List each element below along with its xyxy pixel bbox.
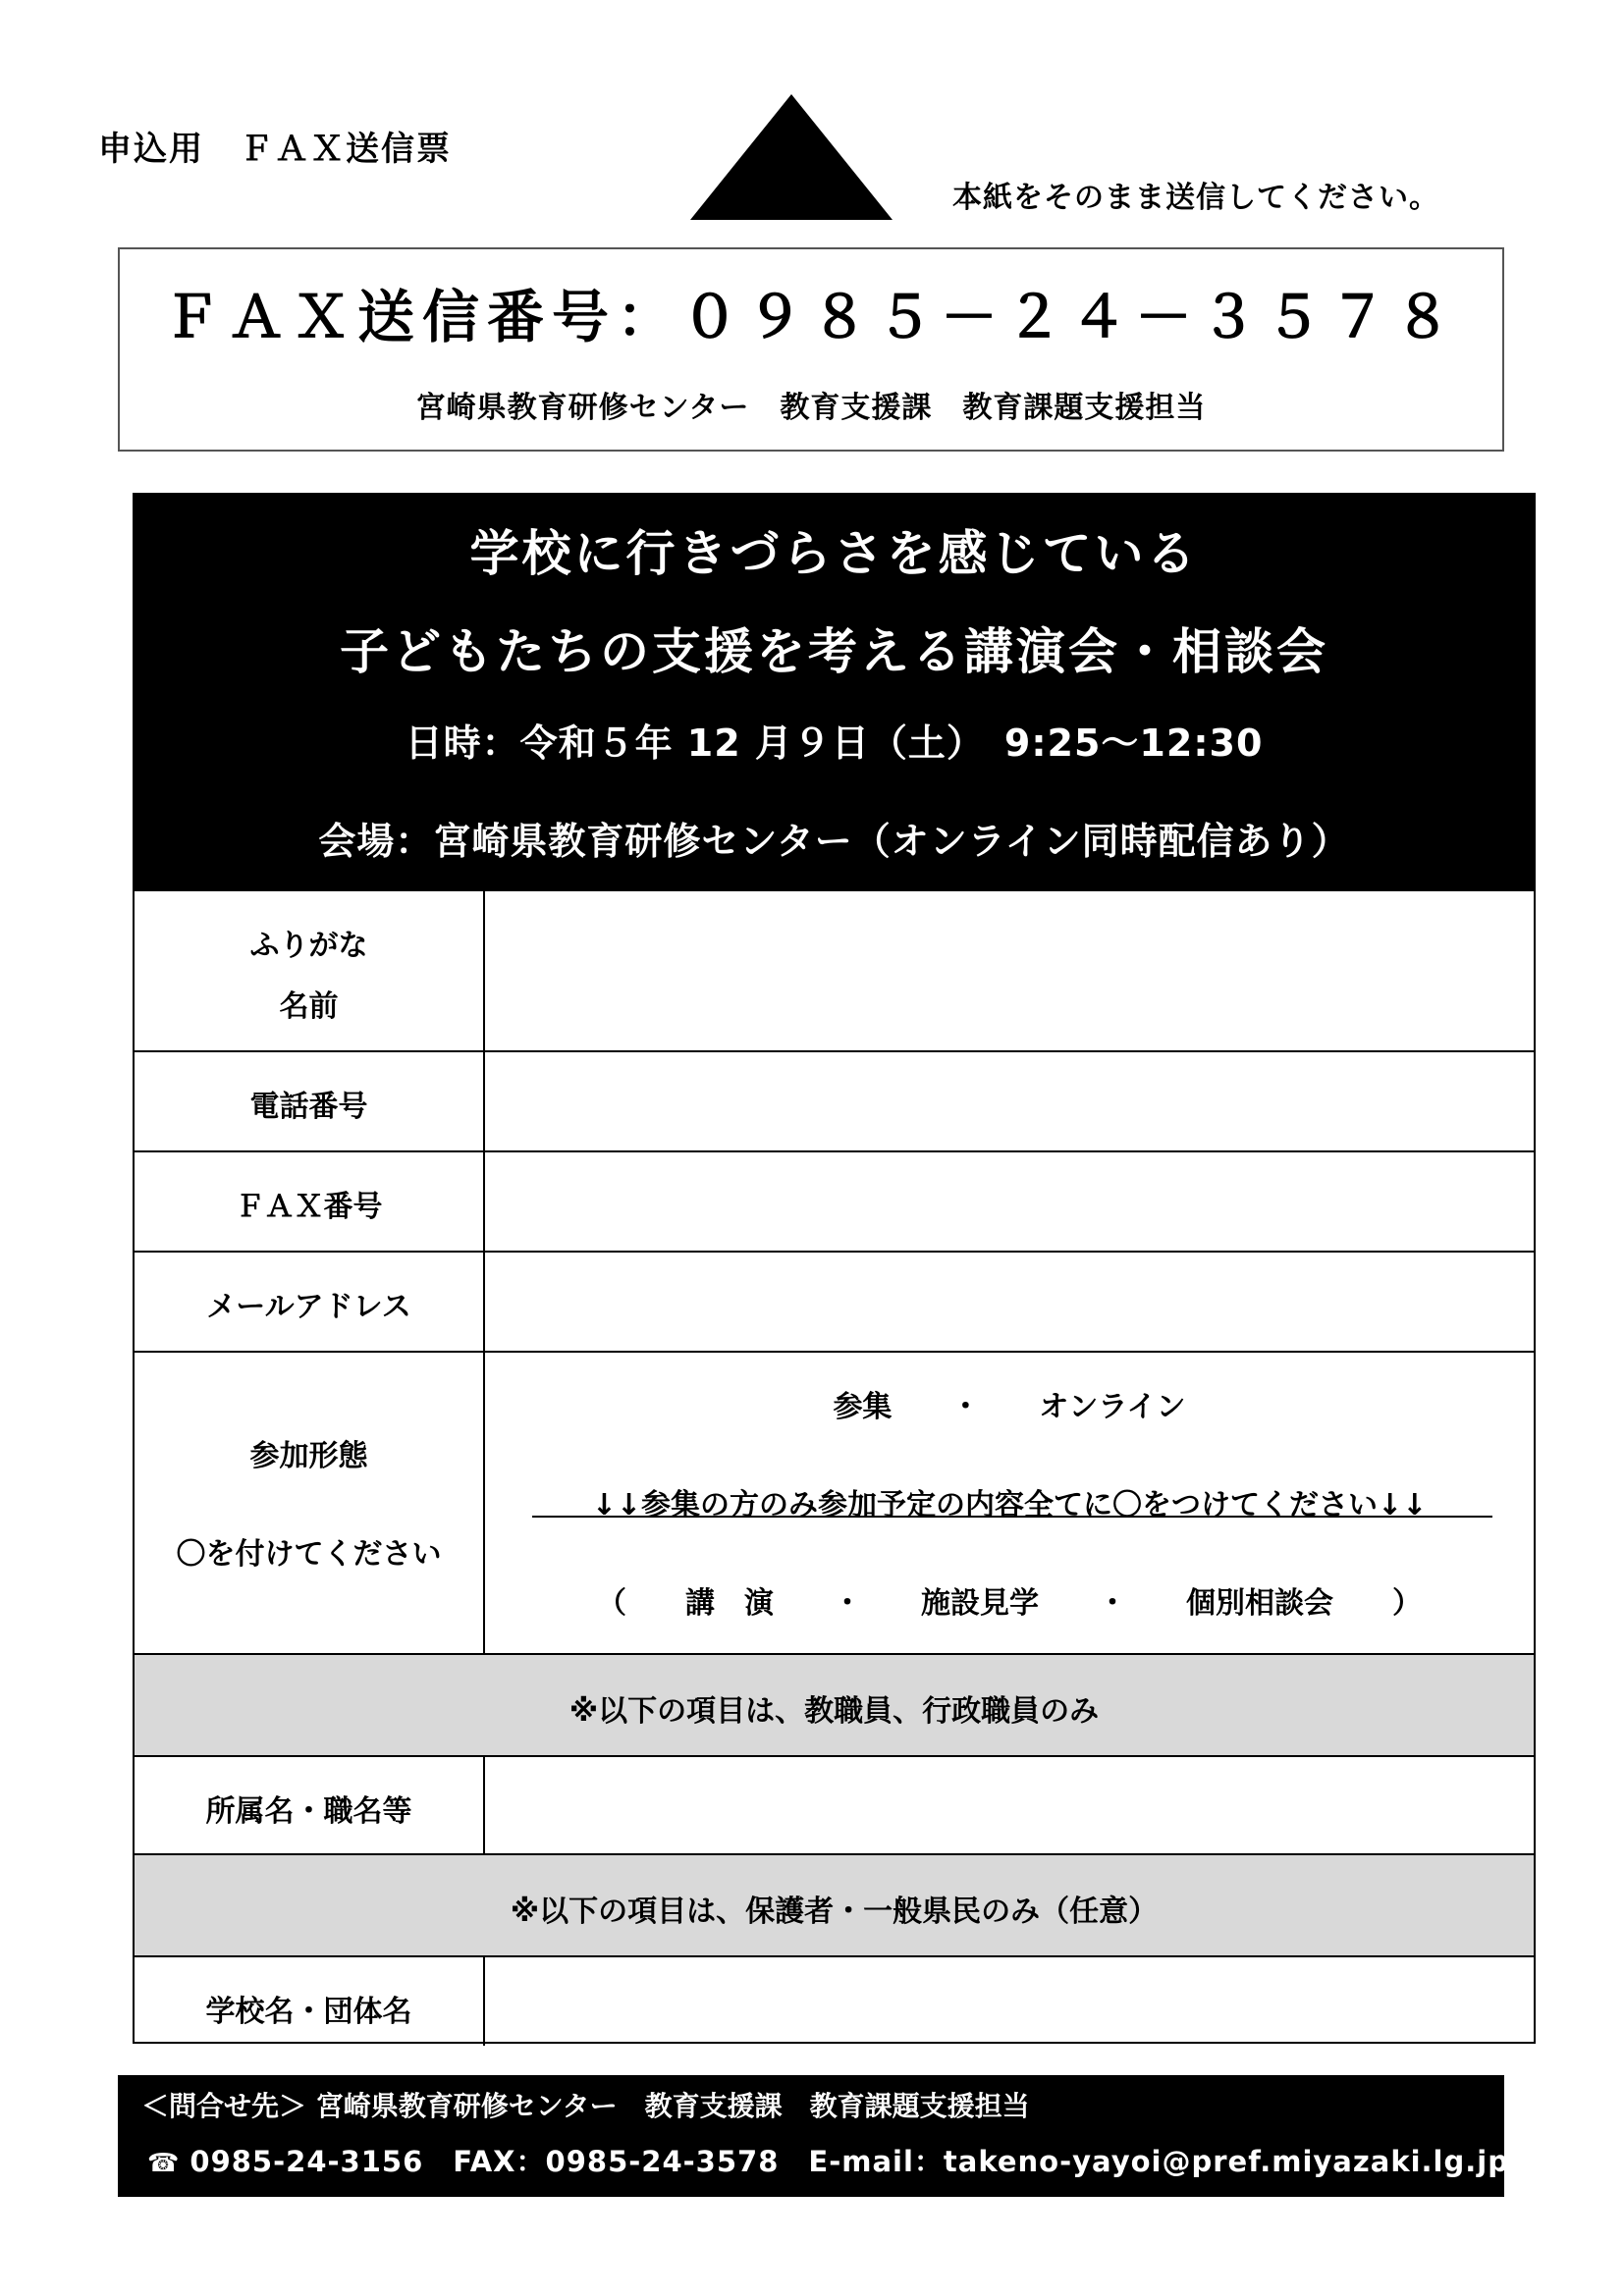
name-field[interactable] (486, 893, 1534, 1048)
fax-label: ＦＡＸ番号 (235, 1190, 383, 1224)
fax-field[interactable] (486, 1154, 1534, 1249)
contact-details: 0985-24-3156 FAX：0985-24-3578 E-mail：takeno-yayoi@pref.miyazaki.lg.jp (189, 2145, 1509, 2178)
triangle-mark (690, 94, 893, 220)
public-only-note: ※以下の項目は、保護者・一般県民のみ（任意） (510, 1895, 1159, 1929)
staff-only-note: ※以下の項目は、教職員、行政職員のみ (568, 1694, 1100, 1729)
email-field[interactable] (486, 1255, 1534, 1349)
participation-instruction: ↓↓参集の方のみ参加予定の内容全てに〇をつけてください↓↓ (591, 1488, 1428, 1522)
event-title-line2: 子どもたちの支援を考える講演会・相談会 (340, 623, 1328, 680)
participation-note: 〇を付けてください (176, 1537, 442, 1572)
phone-icon: ☎ (147, 2149, 181, 2178)
school-field[interactable] (486, 1959, 1534, 2042)
send-instruction: 本紙をそのまま送信してください。 (952, 181, 1439, 215)
phone-field[interactable] (486, 1054, 1534, 1148)
phone-label: 電話番号 (249, 1090, 368, 1124)
contact-details-row (147, 2140, 1509, 2180)
participation-options[interactable]: 参集 ・ オンライン (833, 1390, 1186, 1424)
event-datetime: 日時：令和５年 12 月９日（土） 9:25～12:30 (405, 721, 1264, 765)
contact-footer (118, 2075, 1509, 2197)
application-form (133, 493, 1536, 2044)
event-venue: 会場：宮崎県教育研修センター（オンライン同時配信あり） (318, 820, 1350, 863)
document-label: 申込用 ＦＡＸ送信票 (98, 130, 452, 169)
contact-line: ＜問合せ先＞ 宮崎県教育研修センター 教育支援課 教育課題支援担当 (141, 2090, 1030, 2122)
participation-label: 参加形態 (249, 1439, 368, 1473)
email-label: メールアドレス (206, 1290, 411, 1324)
affiliation-field[interactable] (486, 1759, 1534, 1851)
school-label: 学校名・団体名 (205, 1995, 412, 2029)
furigana-label: ふりがな (249, 929, 368, 963)
event-title-line1: 学校に行きづらさを感じている (469, 525, 1199, 582)
fax-department: 宮崎県教育研修センター 教育支援課 教育課題支援担当 (415, 391, 1207, 425)
fax-info-box (118, 247, 1504, 452)
affiliation-label: 所属名・職名等 (205, 1794, 412, 1829)
event-banner (135, 495, 1534, 891)
content-options[interactable]: （ 講 演 ・ 施設見学 ・ 個別相談会 ） (597, 1586, 1422, 1621)
fax-number: ＦＡＸ送信番号：０９８５－２４－３５７８ (162, 284, 1459, 350)
name-label: 名前 (279, 989, 339, 1024)
